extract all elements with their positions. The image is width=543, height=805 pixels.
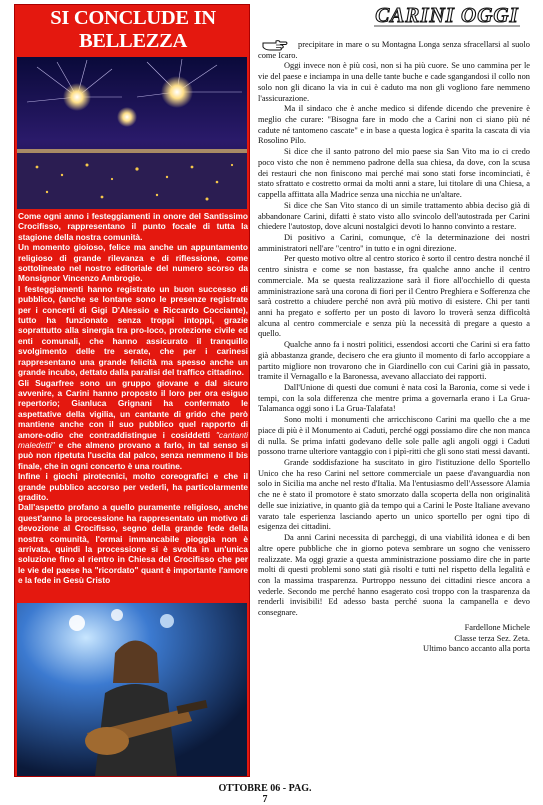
left-paragraph (18, 378, 248, 472)
right-paragraph: Grande soddisfazione ha suscitato in giro l'istituzione dello Sportello Unico che ha reso Carini nel settore commerciale un paese d'avanguardia non solo in Sicilia ma anche nel resto d'Italia. Ma l'entusiasmo dell'Assessore Alamia che ne è stato il promotore è stato smorzato dalla scoperta della non originalità delle sue iniziative, in quanto già da tempo qui a Carini le Poste Italiane avevano varato tale esperienza lasciando aperto un unico sportello per ogni tipo di esigenza dei cittadini. (258, 458, 530, 532)
concert-photo (17, 603, 247, 776)
right-article-text (258, 40, 530, 655)
masthead-title: CARINI OGGI (375, 3, 519, 27)
headline-line-1: SI CONCLUDE IN BELLEZZA (50, 7, 216, 52)
left-paragraph: I festeggiamenti hanno registrato un buon successo di pubblico, (anche se lontane sono le presenze registrate per i concerti di Gigi D'Alessio e Riccardo Cocciante), tutto ha funzionato senza troppi intoppi, grazie soprattutto alla sinergia tra pro-loco, protezione civile ed enti comunali, che hanno assicurato il tranquillo svolgimento delle tre serate, che per i carinesi rappresentano una grande felicità ma spesso anche un grande incubo, dettato dalla paralisi del traffico cittadino. (18, 283, 248, 378)
right-paragraph: Oggi invece non è più così, non si ha più cuore. Se uno cammina per le vie del paese e inciampa in una delle tante buche e cade sgangandosi il collo non solo non gli dicano la via in cui è caduto ma non gli vogliono fare nemmeno l'assicurazione. (258, 61, 530, 103)
right-paragraph: Dall'Unione di questi due comuni è nata così la Baronia, come si vede i tempi, con la sola differenza che mentre prima a governarla erano i La Grua-Talamanca oggi sono i La Grua-Talafata! (258, 383, 530, 414)
right-paragraph: Ma il sindaco che è anche medico si difende dicendo che prevenire è meglio che curare: "Bisogna fare in modo che a Carini non ci siano più né cadute né tantomeno cascate" e in base a questa logica è sparita la cascata di via Rosolino Pilo. (258, 104, 530, 146)
left-paragraph: Infine i giochi pirotecnici, molto coreografici e che il grande pubblico accorso per vederli, ha particolarmente gradito. (18, 471, 248, 502)
author-signature (258, 623, 530, 655)
right-paragraph: Qualche anno fa i nostri politici, essendosi accorti che Carini si era fatto già abbastanza grande, decisero che era giunto il momento di farlo accoppiare a partito migliore non trovarono che in Giardinello con cui Carini già in passato, tramite il Vernagallo e la Baronessa, avevano allacciato dei rapporti. (258, 340, 530, 382)
left-article-text (18, 211, 248, 586)
author-class: Classe terza Sez. Zeta. (454, 633, 530, 643)
author-seat: Ultimo banco accanto alla porta (423, 644, 530, 654)
fireworks-photo (17, 57, 247, 209)
right-paragraph: Per questo motivo oltre al centro storico è sorto il centro destra nonché il centro sinistra e come se non bastasse, fra qualche anno anche il centro commerciale. Ma se questa realizzazione sarà il fiore all'occhiello di questa amministrazione sarà una corona di fiori per il Centro Preghiera e Sofferenza che sarà costretto a chiudere perché non avrà più motivo di esistere. Chi per tanti anni ha pregato e sofferto per un posto di lavoro lo troverà senza difficoltà alcuna al centro commerciale e senza più la necessità di pregare a questo a quello. (258, 254, 530, 339)
left-paragraph-part: e che almeno provano a farlo, in tal senso sì può non ripetuta l'uscita dal palco, senza nemmeno il bis finale, che in ogni concerto è una routine. (18, 439, 248, 471)
right-paragraph: Si dice che San Vito stanco di un simile trattamento abbia deciso già di abbandonare Carini, difatti è stato visto allo svincolo dell'autostrada per Carini chiedere l'autostop, dove alcuni nostalgici devoti lo hanno convinto a restare. (258, 200, 530, 232)
left-paragraph: Dall'aspetto profano a quello puramente religioso, anche quest'anno la processione ha rappresentato un motivo di devozione al Crocifisso, segno della grande fede della nostra comunità, l'ormai immancabile pioggia non è arrivata, quindi la processione si è svolta in un'unica soluzione fino al rientro in Chiesa del Crocifisso che per le vie del paese ha "ricordato" quant è importante l'amore e la fede in Gesù Cristo (18, 502, 248, 586)
right-paragraph: Da anni Carini necessita di parcheggi, di una viabilità idonea e di ben altre opere pubbliche che in giorno poteva sembrare un sogno che venissero realizzate. Ma oggi grazie a questa amministrazione possiamo dire che in parte molti di questi problemi sono stati già risolti e tutti nel rispetto della legalità e con la massima trasparenza. Purtroppo nessuno dei cittadini riesce ancora a vederle. Secondo me perché hanno esagerato così troppo con la trasparenza da renderli invisibili! Ed adesso basta perché suona la campanella e devo consegnare. (258, 533, 530, 618)
right-paragraph: precipitare in mare o su Montagna Longa senza sfracellarsi al suolo come Icaro. (258, 40, 530, 60)
left-paragraph-part: Gli Sugarfree sono un gruppo giovane e dal sicuro avvenire, a Carini hanno proposto il loro per ora esiguo repertorio; Gianluca Grignani ha confermato le aspettative della vigilia, un cantante di grido che però mantiene anche con il suo pubblico quel rapporto di amore-odio che contraddistingue i cosiddetti (18, 377, 248, 440)
right-paragraph: Si dice che il santo patrono del mio paese sia San Vito ma io ci credo poco visto che non è nemmeno padrone della sua chiesa, da dove, con la scusa dei restauri che non finiscono mai perché mai sono stati forse incominciati, è stato sfrattato e costretto ormai da molti anni a stare, lui titolare di una Chiesa, a cappella affittata alla Madrice senza una nicchia ne un'altare. (258, 147, 530, 200)
left-paragraph: Come ogni anno i festeggiamenti in onore del Santissimo Crocifisso, rappresentano il punto focale di tutta la stagione della nostra comunità. (18, 211, 248, 242)
right-paragraph: Di positivo a Carini, comunque, c'è la determinazione dei nostri amministratori nell'are "centro" in tutto e in ogni direzione. (258, 232, 530, 253)
masthead-logo-art (372, 2, 522, 28)
left-paragraph: Un momento gioioso, felice ma anche un appuntamento religioso di grande rilevanza e di riflessione, come sottolineato nel nostro editoriale del numero scorso da Monsignor Vincenzo Ambrogio. (18, 242, 248, 284)
left-red-panel (14, 4, 250, 777)
right-paragraph: Sono molti i monumenti che arricchiscono Carini ma quello che a me piace di più è il Monumento ai Caduti, perché oggi possiamo dire che non manca di nulla. Se prima infatti godevano delle sole palle agli angoli oggi i Caduti possono trarne ulteriore vantaggio con i pipì-ritti che gli sono stati messi davanti. (258, 415, 530, 457)
page-footer: OTTOBRE 06 - PAG. 7 (218, 783, 312, 805)
author-name: Fardellone Michele (464, 622, 530, 632)
masthead-logo (372, 2, 522, 28)
left-paragraph-italic: "cantanti maledetti" (18, 429, 248, 450)
